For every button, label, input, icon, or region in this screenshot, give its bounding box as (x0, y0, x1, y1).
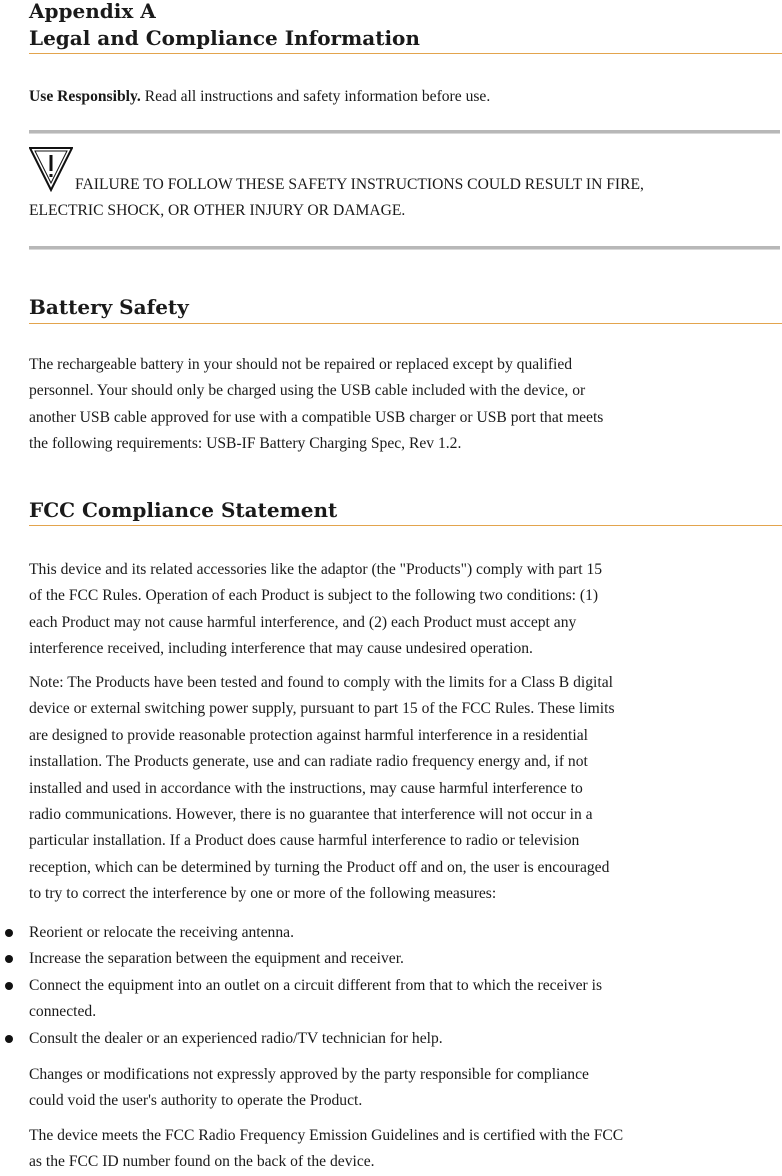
bullet-icon (5, 1035, 13, 1043)
fcc-paragraph-1 (29, 557, 779, 663)
battery-safety-paragraph (29, 352, 779, 458)
fcc-p2-line: installation. The Products generate, use and can radiate radio frequency energy and, if not (29, 753, 588, 771)
fcc-heading: FCC Compliance Statement (29, 498, 338, 522)
fcc-p1-line: interference received, including interference that may cause undesired operation. (29, 640, 533, 658)
warning-top-rule (29, 130, 780, 134)
use-responsibly-lead: Use Responsibly. (29, 88, 141, 105)
use-responsibly-text: Read all instructions and safety information before use. (140, 88, 491, 105)
appendix-title-rule (29, 53, 782, 54)
fcc-measures-list (0, 920, 602, 1052)
bullet-icon (5, 929, 13, 937)
fcc-p1-line: each Product may not cause harmful interference, and (2) each Product must accept any (29, 613, 577, 631)
fcc-p1-line: of the FCC Rules. Operation of each Product is subject to the following two conditions: (1) (29, 587, 599, 605)
fcc-p2-line: Note: The Products have been tested and found to comply with the limits for a Class B digital (29, 674, 613, 691)
list-item-text: Reorient or relocate the receiving antenna. (29, 924, 294, 941)
use-responsibly-paragraph (29, 84, 779, 110)
fcc-p3-line: could void the user's authority to operate the Product. (29, 1092, 363, 1110)
fcc-heading-rule (29, 525, 782, 526)
appendix-title: Legal and Compliance Information (29, 26, 420, 50)
list-item (0, 1026, 602, 1052)
list-item-text: Connect the equipment into an outlet on a circuit different from that to which the receiver is (29, 976, 603, 994)
fcc-p4-line: as the FCC ID number found on the back of the device. (29, 1153, 375, 1171)
warning-line-1: FAILURE TO FOLLOW THESE SAFETY INSTRUCTIONS COULD RESULT IN FIRE, (75, 176, 644, 193)
list-item-text: connected. (29, 1003, 97, 1021)
fcc-p3-line: Changes or modifications not expressly approved by the party responsible for compliance (29, 1066, 589, 1083)
fcc-p2-line: radio communications. However, there is no guarantee that interference will not occur in a (29, 806, 593, 824)
fcc-p2-line: installed and used in accordance with the instructions, may cause harmful interference to (29, 779, 583, 797)
fcc-p4-line: The device meets the FCC Radio Frequency Emission Guidelines and is certified with the FCC (29, 1127, 624, 1144)
warning-line-2: ELECTRIC SHOCK, OR OTHER INJURY OR DAMAGE. (29, 202, 406, 220)
fcc-paragraph-2 (29, 670, 779, 908)
appendix-label: Appendix A (29, 0, 156, 23)
fcc-p2-line: are designed to provide reasonable protection against harmful interference in a residential (29, 726, 588, 744)
warning-bottom-rule (29, 246, 780, 250)
bullet-icon (5, 955, 13, 963)
battery-line: the following requirements: USB-IF Battery Charging Spec, Rev 1.2. (29, 435, 462, 453)
fcc-p2-line: to try to correct the interference by one or more of the following measures: (29, 885, 497, 903)
battery-line: The rechargeable battery in your should not be repaired or replaced except by qualified (29, 356, 573, 373)
fcc-paragraph-3 (29, 1062, 779, 1115)
list-item (0, 973, 602, 1026)
battery-line: another USB cable approved for use with a compatible USB charger or USB port that meets (29, 408, 604, 426)
battery-safety-heading: Battery Safety (29, 295, 189, 319)
list-item (0, 920, 602, 946)
fcc-p2-line: reception, which can be determined by turning the Product off and on, the user is encouraged (29, 858, 610, 876)
fcc-p2-line: particular installation. If a Product does cause harmful interference to radio or television (29, 832, 580, 850)
battery-safety-rule (29, 323, 782, 324)
bullet-icon (5, 982, 13, 990)
list-item-text: Consult the dealer or an experienced radio/TV technician for help. (29, 1029, 443, 1047)
fcc-p1-line: This device and its related accessories like the adaptor (the "Products") comply with part 15 (29, 561, 603, 578)
list-item-text: Increase the separation between the equipment and receiver. (29, 950, 404, 968)
warning-paragraph (29, 172, 779, 225)
battery-line: personnel. Your should only be charged using the USB cable included with the device, or (29, 382, 586, 400)
fcc-p2-line: device or external switching power supply, pursuant to part 15 of the FCC Rules. These limits (29, 700, 615, 718)
list-item (0, 946, 602, 972)
